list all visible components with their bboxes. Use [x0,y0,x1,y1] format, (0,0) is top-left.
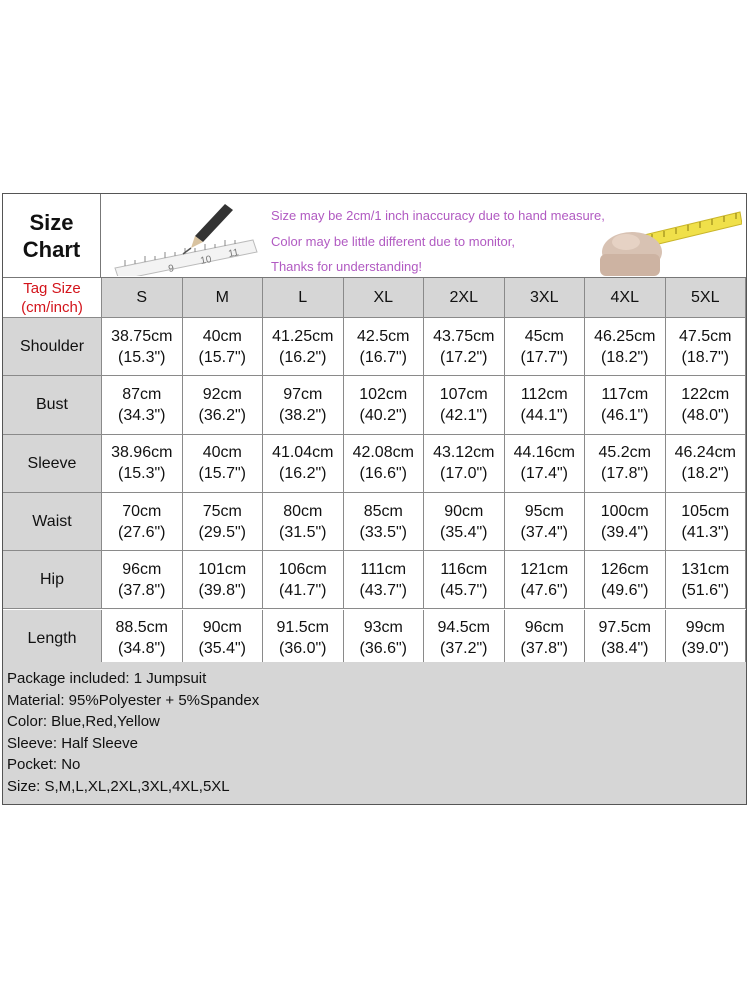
cm-value: 44.16cm [513,444,575,462]
measurement-cell [505,318,586,376]
measurement-cell [183,610,264,668]
measurement-cell [585,493,666,551]
measurement-cell [585,435,666,493]
inch-value: (33.5") [359,523,407,541]
inch-value: (17.0") [440,465,488,483]
measurement-cell [424,493,505,551]
measurement-cell [102,435,183,493]
inch-value: (18.7") [681,348,729,366]
cm-value: 116cm [440,560,488,578]
inch-value: (36.2") [198,406,246,424]
cm-value: 90cm [444,502,484,520]
measurement-cell [424,376,505,434]
inch-value: (39.8") [198,581,246,599]
inch-value: (41.3") [681,523,729,541]
inch-value: (18.2") [681,465,729,483]
row-label-bust: Bust [3,376,102,434]
inch-value: (36.0") [279,640,327,658]
cm-value: 70cm [122,502,162,520]
inch-value: (34.3") [118,406,166,424]
measurement-cell [102,493,183,551]
inch-value: (17.2") [440,348,488,366]
measurement-cell [505,493,586,551]
inch-value: (37.8") [118,581,166,599]
cm-value: 41.25cm [272,327,334,345]
cm-value: 96cm [524,619,564,637]
note-color: Color may be little different due to monitor, [271,234,515,249]
cm-value: 46.25cm [594,327,656,345]
info-color: Color: Blue,Red,Yellow [7,713,160,730]
inch-value: (47.6") [520,581,568,599]
inch-value: (39.0") [681,640,729,658]
cm-value: 96cm [122,560,162,578]
inch-value: (29.5") [198,523,246,541]
cm-value: 43.12cm [433,444,495,462]
measurement-cell [424,551,505,609]
inch-value: (15.7") [198,465,246,483]
note-thanks: Thanks for understanding! [271,259,423,274]
measurement-cell [424,610,505,668]
cm-value: 40cm [202,327,242,345]
measurement-cell [183,493,264,551]
inch-value: (15.7") [198,348,246,366]
measurement-cell [505,435,586,493]
inch-value: (35.4") [440,523,488,541]
measurement-cell [344,376,425,434]
inch-value: (18.2") [601,348,649,366]
cm-value: 122cm [681,385,730,403]
measurement-cell [585,610,666,668]
cm-value: 91.5cm [276,619,329,637]
inch-value: (46.1") [601,406,649,424]
inch-value: (39.4") [601,523,649,541]
measurement-cell [263,551,344,609]
tag-size-header [3,278,102,318]
cm-value: 121cm [520,560,569,578]
inch-value: (43.7") [359,581,407,599]
cm-value: 47.5cm [679,327,732,345]
measurement-cell [263,318,344,376]
cm-value: 38.96cm [111,444,173,462]
cm-value: 92cm [202,385,242,403]
cm-value: 117cm [601,385,649,403]
cm-value: 38.75cm [111,327,173,345]
inch-value: (17.8") [601,465,649,483]
tape-measure-hand-illustration [592,202,742,276]
size-header-xl: XL [344,278,425,318]
size-header-5xl: 5XL [666,278,747,318]
inch-value: (41.7") [279,581,327,599]
cm-value: 97.5cm [598,619,651,637]
inch-value: (49.6") [601,581,649,599]
inch-value: (37.2") [440,640,488,658]
measurement-cell [102,318,183,376]
measurement-cell [424,318,505,376]
inch-value: (40.2") [359,406,407,424]
measurement-cell [666,493,747,551]
measurement-cell [102,376,183,434]
cm-value: 107cm [439,385,488,403]
measurement-cell [344,493,425,551]
measurement-cell [666,610,747,668]
cm-value: 46.24cm [674,444,736,462]
cm-value: 111cm [360,560,407,578]
cm-value: 88.5cm [115,619,168,637]
cm-value: 45cm [524,327,564,345]
inch-value: (16.2") [279,465,327,483]
measurement-cell [585,551,666,609]
cm-value: 80cm [283,502,323,520]
cm-value: 105cm [681,502,730,520]
inch-value: (51.6") [681,581,729,599]
size-header-m: M [183,278,264,318]
measurement-cell [183,551,264,609]
measurement-cell [505,551,586,609]
cm-value: 43.75cm [433,327,495,345]
measurement-cell [183,376,264,434]
info-pocket: Pocket: No [7,756,81,773]
measurement-cell [666,435,747,493]
product-info [3,662,746,804]
cm-value: 97cm [283,385,323,403]
measurement-cell [666,376,747,434]
inch-value: (38.2") [279,406,327,424]
row-label-sleeve: Sleeve [3,435,102,493]
inch-value: (45.7") [440,581,488,599]
size-header-l: L [263,278,344,318]
inch-value: (37.4") [520,523,568,541]
inch-value: (35.4") [198,640,246,658]
cm-value: 41.04cm [272,444,334,462]
size-table [3,278,746,662]
size-chart [2,193,747,805]
inch-value: (44.1") [520,406,568,424]
cm-value: 106cm [278,560,327,578]
measurement-cell [344,318,425,376]
cm-value: 40cm [202,444,242,462]
cm-value: 90cm [202,619,242,637]
cm-value: 75cm [202,502,242,520]
cm-value: 45.2cm [598,444,651,462]
measurement-cell [263,610,344,668]
inch-value: (31.5") [279,523,327,541]
measurement-cell [344,435,425,493]
inch-value: (42.1") [440,406,488,424]
measurement-cell [183,318,264,376]
ruler-label: 11 [227,247,240,260]
measurement-cell [183,435,264,493]
measurement-cell [505,610,586,668]
info-sizes: Size: S,M,L,XL,2XL,3XL,4XL,5XL [7,777,230,795]
cm-value: 42.5cm [357,327,410,345]
inch-value: (16.6") [359,465,407,483]
row-label-hip: Hip [3,551,102,609]
cm-value: 85cm [363,502,403,520]
inch-value: (16.2") [279,348,327,366]
measurement-cell [263,376,344,434]
cm-value: 100cm [600,502,649,520]
inch-value: (38.4") [601,640,649,658]
inch-value: (15.3") [118,465,166,483]
size-header-2xl: 2XL [424,278,505,318]
note-inaccuracy: Size may be 2cm/1 inch inaccuracy due to hand measure, [271,208,605,223]
measurement-banner [101,194,746,278]
row-label-length: Length [3,610,102,668]
cm-value: 42.08cm [352,444,414,462]
measurement-cell [585,318,666,376]
cm-value: 102cm [359,385,408,403]
cm-value: 131cm [681,560,730,578]
measurement-cell [585,376,666,434]
cm-value: 94.5cm [437,619,490,637]
size-chart-title [3,194,101,278]
inch-value: (36.6") [359,640,407,658]
measurement-cell [666,551,747,609]
ruler-pencil-illustration [113,202,263,276]
title-line-1: Size [29,209,74,235]
measurement-cell [102,610,183,668]
info-sleeve: Sleeve: Half Sleeve [7,734,138,752]
cm-value: 126cm [600,560,649,578]
measurement-cell [344,551,425,609]
info-package: Package included: 1 Jumpsuit [7,670,207,687]
cm-value: 93cm [363,619,403,637]
size-header-4xl: 4XL [585,278,666,318]
title-line-2: Chart [22,236,81,262]
tag-size-unit: (cm/inch) [21,298,83,316]
inch-value: (16.7") [359,348,407,366]
tag-size-label: Tag Size [23,279,81,297]
inch-value: (15.3") [118,348,166,366]
ruler-label: 9 [167,263,176,275]
cm-value: 112cm [520,385,568,403]
cm-value: 87cm [122,385,162,403]
measurement-cell [102,551,183,609]
measurement-cell [263,435,344,493]
row-label-waist: Waist [3,493,102,551]
inch-value: (48.0") [681,406,729,424]
inch-value: (34.8") [118,640,166,658]
measurement-cell [263,493,344,551]
measurement-cell [344,610,425,668]
measurement-cell [666,318,747,376]
measurement-cell [505,376,586,434]
size-header-3xl: 3XL [505,278,586,318]
size-header-s: S [102,278,183,318]
cm-value: 99cm [685,619,725,637]
cm-value: 95cm [524,502,564,520]
inch-value: (27.6") [118,523,166,541]
cm-value: 101cm [198,560,247,578]
info-material: Material: 95%Polyester + 5%Spandex [7,691,260,709]
inch-value: (17.4") [520,465,568,483]
row-label-shoulder: Shoulder [3,318,102,376]
measurement-cell [424,435,505,493]
ruler-label: 10 [199,254,213,267]
inch-value: (17.7") [520,348,568,366]
inch-value: (37.8") [520,640,568,658]
